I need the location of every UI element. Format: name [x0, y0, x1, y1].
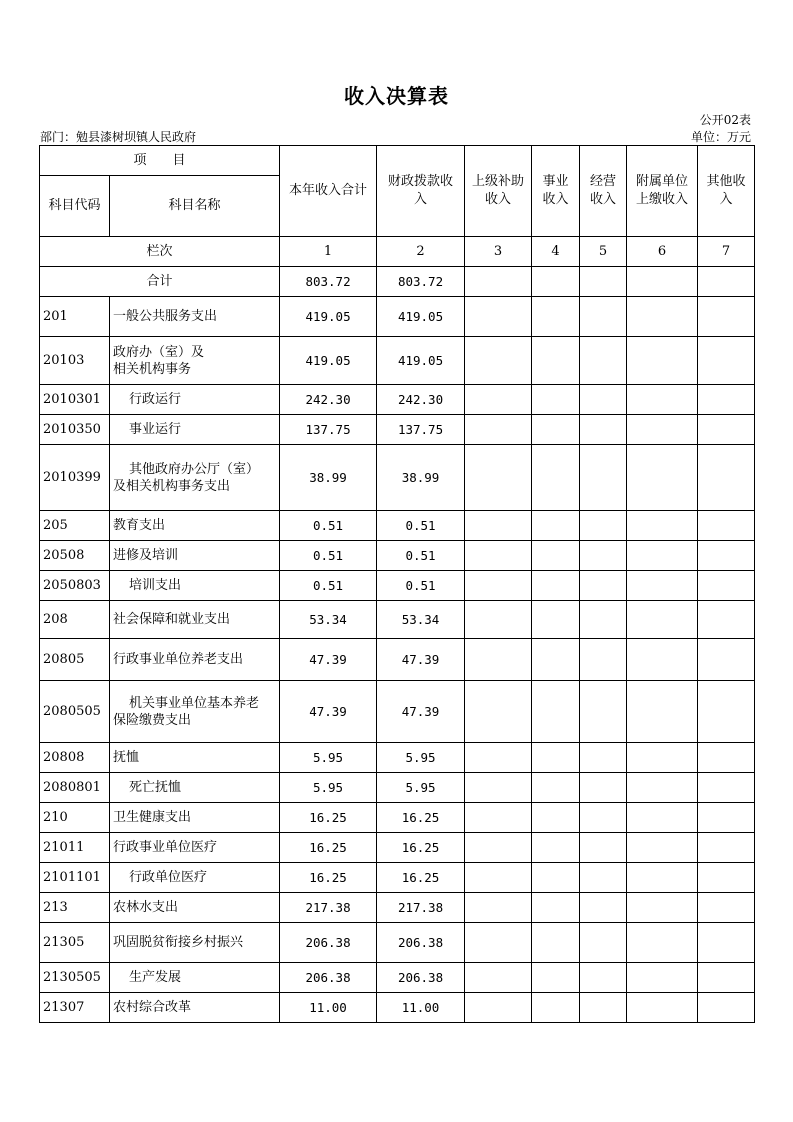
amount-col-3: [465, 337, 532, 385]
amount-col-5: [580, 415, 627, 445]
subject-name: [110, 511, 280, 541]
amount-col-7: [698, 773, 755, 803]
amount-col-7: [698, 445, 755, 511]
header-col-3: [465, 146, 532, 237]
amount-col-4: [532, 743, 580, 773]
row-index-6: 6: [627, 237, 698, 267]
amount-col-2: 16.25: [377, 803, 465, 833]
subject-name: [110, 963, 280, 993]
amount-col-2: 0.51: [377, 511, 465, 541]
header-col-text: 收入: [485, 192, 512, 207]
amount-col-5: [580, 337, 627, 385]
amount-col-3: [465, 297, 532, 337]
amount-col-3: [465, 893, 532, 923]
amount-col-1: 0.51: [280, 571, 377, 601]
amount-col-3: [465, 773, 532, 803]
amount-col-7: [698, 297, 755, 337]
subject-code: 210: [40, 803, 110, 833]
amount-col-2: 0.51: [377, 571, 465, 601]
amount-col-6: [627, 773, 698, 803]
header-code: 科目代码: [40, 176, 110, 237]
amount-col-7: [698, 601, 755, 639]
total-col-6: [627, 267, 698, 297]
amount-col-1: 217.38: [280, 893, 377, 923]
amount-col-2: 217.38: [377, 893, 465, 923]
table-row: [40, 445, 755, 511]
amount-col-4: [532, 863, 580, 893]
form-number: 公开02表: [699, 113, 751, 127]
subject-name: [110, 541, 280, 571]
subject-code: 21305: [40, 923, 110, 963]
amount-col-6: [627, 415, 698, 445]
amount-col-4: [532, 923, 580, 963]
total-col-4: [532, 267, 580, 297]
subject-name: [110, 385, 280, 415]
amount-col-1: 206.38: [280, 963, 377, 993]
amount-col-5: [580, 541, 627, 571]
header-item: 项 目: [40, 146, 280, 176]
total-col-7: [698, 267, 755, 297]
table-row: [40, 963, 755, 993]
subject-code: 208: [40, 601, 110, 639]
amount-col-7: [698, 415, 755, 445]
amount-col-5: [580, 385, 627, 415]
subject-code: 213: [40, 893, 110, 923]
amount-col-5: [580, 923, 627, 963]
amount-col-5: [580, 893, 627, 923]
subject-name-line: 其他政府办公厅（室）: [129, 461, 260, 477]
amount-col-3: [465, 601, 532, 639]
header-col-4: [532, 146, 580, 237]
amount-col-1: 38.99: [280, 445, 377, 511]
amount-col-1: 53.34: [280, 601, 377, 639]
subject-name: [110, 297, 280, 337]
subject-code: 21307: [40, 993, 110, 1023]
amount-col-4: [532, 773, 580, 803]
subject-code: 2010399: [40, 445, 110, 511]
subject-name: [110, 993, 280, 1023]
amount-col-4: [532, 541, 580, 571]
subject-code: 2050803: [40, 571, 110, 601]
amount-col-1: 16.25: [280, 803, 377, 833]
header-col-5: [580, 146, 627, 237]
row-index-4: 4: [532, 237, 580, 267]
subject-name-line: 农林水支出: [113, 900, 179, 915]
table-row: [40, 415, 755, 445]
amount-col-1: 5.95: [280, 773, 377, 803]
amount-col-4: [532, 893, 580, 923]
table-row: [40, 833, 755, 863]
amount-col-2: 137.75: [377, 415, 465, 445]
amount-col-1: 206.38: [280, 923, 377, 963]
amount-col-2: 47.39: [377, 639, 465, 681]
subject-code: 2010350: [40, 415, 110, 445]
amount-col-2: 5.95: [377, 773, 465, 803]
amount-col-6: [627, 893, 698, 923]
amount-col-1: 16.25: [280, 863, 377, 893]
amount-col-4: [532, 601, 580, 639]
amount-col-3: [465, 571, 532, 601]
amount-col-2: 206.38: [377, 963, 465, 993]
table-row: [40, 639, 755, 681]
total-row: [40, 267, 755, 297]
total-col-1: 803.72: [280, 267, 377, 297]
amount-col-7: [698, 923, 755, 963]
subject-name-line: 进修及培训: [113, 548, 179, 563]
subject-code: 201: [40, 297, 110, 337]
subject-name-line-2: 保险缴费支出: [113, 712, 192, 728]
amount-col-2: 419.05: [377, 297, 465, 337]
amount-col-4: [532, 803, 580, 833]
header-col-text: 经营: [590, 174, 617, 189]
subject-name-line: 机关事业单位基本养老: [129, 695, 260, 711]
subject-name: [110, 639, 280, 681]
amount-col-5: [580, 803, 627, 833]
subject-code: 2080801: [40, 773, 110, 803]
header-col-text: 收入: [590, 192, 617, 207]
amount-col-4: [532, 571, 580, 601]
amount-col-7: [698, 385, 755, 415]
amount-col-3: [465, 639, 532, 681]
header-col-text: 入: [414, 192, 428, 207]
amount-col-7: [698, 893, 755, 923]
amount-col-6: [627, 445, 698, 511]
amount-col-6: [627, 963, 698, 993]
subject-name: [110, 601, 280, 639]
amount-col-6: [627, 511, 698, 541]
amount-col-6: [627, 541, 698, 571]
amount-col-4: [532, 511, 580, 541]
subject-name-line: 行政事业单位医疗: [113, 840, 218, 855]
subject-code: 205: [40, 511, 110, 541]
amount-col-3: [465, 923, 532, 963]
table-row: [40, 993, 755, 1023]
amount-col-5: [580, 773, 627, 803]
table-row: [40, 863, 755, 893]
amount-col-7: [698, 743, 755, 773]
amount-col-5: [580, 833, 627, 863]
amount-col-7: [698, 803, 755, 833]
subject-name-line: 生产发展: [129, 970, 182, 985]
total-col-3: [465, 267, 532, 297]
table-row: [40, 541, 755, 571]
subject-code: 20808: [40, 743, 110, 773]
amount-col-7: [698, 993, 755, 1023]
amount-col-7: [698, 639, 755, 681]
amount-col-6: [627, 639, 698, 681]
header-col-7: [698, 146, 755, 237]
amount-col-2: 11.00: [377, 993, 465, 1023]
amount-col-5: [580, 601, 627, 639]
row-index-7: 7: [698, 237, 755, 267]
table-row: [40, 571, 755, 601]
subject-name: [110, 445, 280, 511]
subject-code: 2080505: [40, 681, 110, 743]
subject-name: [110, 571, 280, 601]
subject-name-line: 巩固脱贫衔接乡村振兴: [113, 935, 244, 950]
amount-col-1: 16.25: [280, 833, 377, 863]
table-row: [40, 893, 755, 923]
header-col-2: [377, 146, 465, 237]
amount-col-2: 47.39: [377, 681, 465, 743]
amount-col-3: [465, 445, 532, 511]
amount-col-7: [698, 541, 755, 571]
table-row: [40, 297, 755, 337]
subject-name-line: 抚恤: [113, 750, 140, 765]
subject-name-line-2: 及相关机构事务支出: [113, 478, 231, 494]
subject-name-line: 事业运行: [129, 422, 182, 437]
table-row: [40, 601, 755, 639]
amount-col-4: [532, 385, 580, 415]
amount-col-1: 11.00: [280, 993, 377, 1023]
amount-col-7: [698, 337, 755, 385]
amount-col-2: 206.38: [377, 923, 465, 963]
amount-col-4: [532, 963, 580, 993]
subject-name: [110, 803, 280, 833]
amount-col-3: [465, 743, 532, 773]
amount-col-5: [580, 681, 627, 743]
subject-name: [110, 743, 280, 773]
amount-col-6: [627, 571, 698, 601]
header-col-text: 事业: [542, 174, 569, 189]
amount-col-7: [698, 963, 755, 993]
subject-name-line: 行政事业单位养老支出: [113, 652, 244, 667]
table-row: [40, 923, 755, 963]
subject-code: 2130505: [40, 963, 110, 993]
amount-col-7: [698, 511, 755, 541]
amount-col-4: [532, 297, 580, 337]
amount-col-5: [580, 743, 627, 773]
header-col-text: 收入: [542, 192, 569, 207]
subject-name: [110, 923, 280, 963]
amount-col-4: [532, 337, 580, 385]
amount-col-3: [465, 863, 532, 893]
header-col-text: 财政拨款收: [388, 174, 454, 189]
subject-name-line: 政府办（室）及: [113, 344, 205, 360]
page-title: 收入决算表: [344, 84, 449, 108]
table-row: [40, 803, 755, 833]
amount-col-7: [698, 571, 755, 601]
table-row: [40, 511, 755, 541]
total-label: 合计: [40, 267, 280, 297]
amount-col-5: [580, 963, 627, 993]
amount-col-2: 5.95: [377, 743, 465, 773]
subject-name: [110, 337, 280, 385]
amount-col-1: 0.51: [280, 541, 377, 571]
amount-col-2: 38.99: [377, 445, 465, 511]
subject-name-line: 死亡抚恤: [129, 780, 182, 795]
subject-name-line: 教育支出: [113, 518, 166, 533]
subject-code: 20103: [40, 337, 110, 385]
amount-col-3: [465, 385, 532, 415]
subject-name: [110, 833, 280, 863]
table-row: [40, 773, 755, 803]
subject-name: [110, 863, 280, 893]
subject-name-line: 农村综合改革: [113, 1000, 192, 1015]
table-row: [40, 337, 755, 385]
amount-col-3: [465, 963, 532, 993]
amount-col-7: [698, 833, 755, 863]
subject-code: 20805: [40, 639, 110, 681]
amount-col-3: [465, 415, 532, 445]
amount-col-6: [627, 337, 698, 385]
amount-col-2: 242.30: [377, 385, 465, 415]
subject-code: 20508: [40, 541, 110, 571]
total-col-5: [580, 267, 627, 297]
amount-col-1: 137.75: [280, 415, 377, 445]
amount-col-4: [532, 639, 580, 681]
amount-col-6: [627, 681, 698, 743]
header-col-text: 入: [719, 192, 733, 207]
amount-col-4: [532, 415, 580, 445]
subject-code: 2010301: [40, 385, 110, 415]
amount-col-3: [465, 993, 532, 1023]
amount-col-7: [698, 681, 755, 743]
header-col-text: 上级补助: [472, 174, 525, 189]
amount-col-5: [580, 571, 627, 601]
amount-col-6: [627, 993, 698, 1023]
subject-name-line: 行政单位医疗: [129, 870, 208, 885]
subject-name-line-2: 相关机构事务: [113, 361, 192, 377]
unit-label: 单位：万元: [690, 130, 751, 144]
amount-col-7: [698, 863, 755, 893]
amount-col-1: 47.39: [280, 639, 377, 681]
amount-col-5: [580, 445, 627, 511]
amount-col-1: 5.95: [280, 743, 377, 773]
amount-col-2: 0.51: [377, 541, 465, 571]
row-index-label: 栏次: [40, 237, 280, 267]
header-col-text: 上缴收入: [636, 192, 689, 207]
amount-col-4: [532, 445, 580, 511]
amount-col-5: [580, 511, 627, 541]
subject-name-line: 培训支出: [129, 578, 182, 593]
amount-col-5: [580, 297, 627, 337]
table-row: [40, 743, 755, 773]
amount-col-3: [465, 541, 532, 571]
amount-col-4: [532, 681, 580, 743]
amount-col-6: [627, 923, 698, 963]
row-index-1: 1: [280, 237, 377, 267]
amount-col-1: 419.05: [280, 297, 377, 337]
amount-col-2: 419.05: [377, 337, 465, 385]
amount-col-5: [580, 639, 627, 681]
subject-name-line: 社会保障和就业支出: [113, 612, 231, 627]
header-col-text: 其他收: [706, 174, 746, 189]
table-row: [40, 681, 755, 743]
subject-name-line: 一般公共服务支出: [113, 309, 218, 324]
header-name: 科目名称: [110, 176, 280, 237]
amount-col-1: 242.30: [280, 385, 377, 415]
subject-code: 2101101: [40, 863, 110, 893]
amount-col-6: [627, 863, 698, 893]
amount-col-6: [627, 297, 698, 337]
amount-col-5: [580, 863, 627, 893]
amount-col-6: [627, 803, 698, 833]
subject-name-line: 卫生健康支出: [113, 810, 192, 825]
subject-name: [110, 415, 280, 445]
amount-col-2: 53.34: [377, 601, 465, 639]
row-index-3: 3: [465, 237, 532, 267]
table-row: [40, 385, 755, 415]
total-col-2: 803.72: [377, 267, 465, 297]
subject-name: [110, 681, 280, 743]
amount-col-1: 419.05: [280, 337, 377, 385]
row-index-2: 2: [377, 237, 465, 267]
amount-col-3: [465, 681, 532, 743]
amount-col-5: [580, 993, 627, 1023]
department-label: 部门：勉县漆树坝镇人民政府: [40, 130, 197, 144]
row-index-5: 5: [580, 237, 627, 267]
amount-col-3: [465, 511, 532, 541]
amount-col-3: [465, 803, 532, 833]
amount-col-3: [465, 833, 532, 863]
amount-col-1: 0.51: [280, 511, 377, 541]
amount-col-6: [627, 601, 698, 639]
header-col-text: 附属单位: [636, 174, 689, 189]
subject-name: [110, 893, 280, 923]
subject-code: 21011: [40, 833, 110, 863]
header-col-6: [627, 146, 698, 237]
amount-col-2: 16.25: [377, 833, 465, 863]
subject-name-line: 行政运行: [129, 392, 182, 407]
amount-col-4: [532, 993, 580, 1023]
revenue-table: [39, 145, 755, 1023]
header-col-1: [280, 146, 377, 237]
header-col-text: 本年收入合计: [289, 183, 368, 198]
subject-name: [110, 773, 280, 803]
amount-col-6: [627, 743, 698, 773]
amount-col-2: 16.25: [377, 863, 465, 893]
amount-col-4: [532, 833, 580, 863]
amount-col-6: [627, 385, 698, 415]
amount-col-6: [627, 833, 698, 863]
amount-col-1: 47.39: [280, 681, 377, 743]
